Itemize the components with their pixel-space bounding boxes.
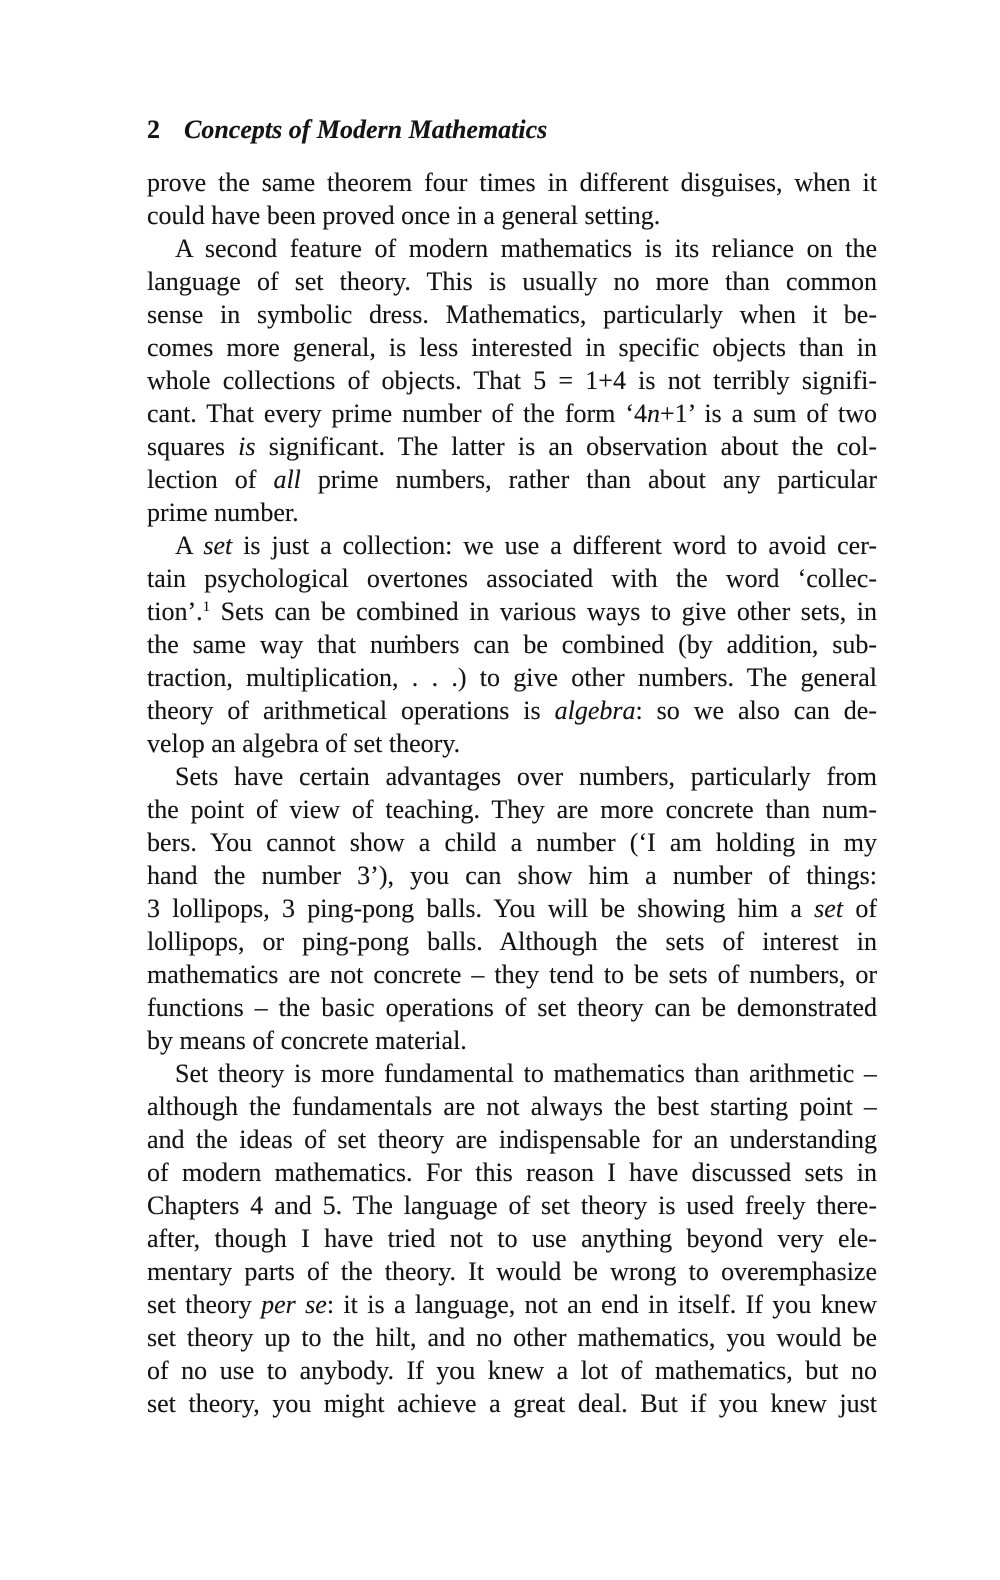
text-segment: hand the number 3’), you can show him a number of things: [147, 861, 877, 890]
page-header [147, 113, 547, 146]
text-segment: significant. The latter is an observation about the col- [255, 432, 877, 461]
text-segment: theory of arithmetical operations is [147, 696, 555, 725]
text-line [147, 496, 877, 529]
text-segment: : it is a language, not an end in itself. If you knew [326, 1290, 877, 1319]
text-line [147, 1189, 877, 1222]
text-line [147, 430, 877, 463]
text-segment: the point of view of teaching. They are more concrete than num- [147, 795, 877, 824]
text-segment: A [175, 531, 204, 560]
text-segment: comes more general, is less interested in specific objects than in [147, 333, 877, 362]
text-segment: set [203, 531, 233, 560]
text-segment: velop an algebra of set theory. [147, 729, 461, 758]
text-line [147, 760, 877, 793]
text-line [147, 892, 877, 925]
text-line [147, 628, 877, 661]
text-segment: sense in symbolic dress. Mathematics, particularly when it be- [147, 300, 877, 329]
text-line [147, 595, 877, 628]
text-segment: per se [261, 1290, 327, 1319]
text-line [147, 331, 877, 364]
text-segment: A second feature of modern mathematics is its reliance on the [175, 234, 877, 263]
text-segment: bers. You cannot show a child a number (‘I am holding in my [147, 828, 877, 857]
text-segment: of no use to anybody. If you knew a lot of mathematics, but no [147, 1356, 877, 1385]
text-line [147, 1024, 877, 1057]
text-line [147, 397, 877, 430]
text-segment: : so we also can de- [635, 696, 877, 725]
text-segment: set theory, you might achieve a great deal. But if you knew just [147, 1389, 877, 1418]
text-segment: is [238, 432, 256, 461]
text-line [147, 364, 877, 397]
body-text [147, 166, 877, 1420]
text-segment: of modern mathematics. For this reason I have discussed sets in [147, 1158, 877, 1187]
text-segment: set [814, 894, 844, 923]
text-segment: although the fundamentals are not always the best starting point – [147, 1092, 877, 1121]
text-segment: squares [147, 432, 239, 461]
text-segment: set theory up to the hilt, and no other mathematics, you would be [147, 1323, 877, 1352]
text-segment: could have been proved once in a general setting. [147, 201, 661, 230]
text-segment: after, though I have tried not to use anything beyond very ele- [147, 1224, 877, 1253]
text-line [147, 199, 877, 232]
text-segment: language of set theory. This is usually no more than common [147, 267, 877, 296]
text-segment: is just a collection: we use a different word to avoid cer- [232, 531, 877, 560]
text-segment: Set theory is more fundamental to mathematics than arithmetic – [175, 1059, 877, 1088]
text-line [147, 1057, 877, 1090]
text-line [147, 727, 877, 760]
text-line [147, 1255, 877, 1288]
text-segment: and the ideas of set theory are indispensable for an understanding [147, 1125, 877, 1154]
page-number: 2 [147, 115, 160, 144]
text-line [147, 1354, 877, 1387]
text-line [147, 661, 877, 694]
running-title: Concepts of Modern Mathematics [184, 115, 548, 144]
text-line [147, 166, 877, 199]
text-line [147, 991, 877, 1024]
text-segment: traction, multiplication, . . .) to give other numbers. The general [147, 663, 877, 692]
text-segment: all [273, 465, 301, 494]
text-line [147, 463, 877, 496]
text-segment: prove the same theorem four times in different disguises, when it [147, 168, 877, 197]
text-segment: tion’. [147, 597, 203, 626]
text-line [147, 1321, 877, 1354]
text-line [147, 232, 877, 265]
text-segment: 3 lollipops, 3 ping-pong balls. You will be showing him a [147, 894, 815, 923]
text-segment: prime numbers, rather than about any particular [300, 465, 877, 494]
text-segment: by means of concrete material. [147, 1026, 467, 1055]
text-segment: set theory [147, 1290, 262, 1319]
text-line [147, 1387, 877, 1420]
text-line [147, 1288, 877, 1321]
text-line [147, 1222, 877, 1255]
text-line [147, 1090, 877, 1123]
text-segment: mathematics are not concrete – they tend to be sets of numbers, or [147, 960, 877, 989]
text-segment: n [646, 399, 660, 428]
text-line [147, 1123, 877, 1156]
text-segment: tain psychological overtones associated with the word ‘collec- [147, 564, 877, 593]
text-segment: of [843, 894, 877, 923]
text-segment: algebra [554, 696, 636, 725]
text-line [147, 529, 877, 562]
text-segment: lollipops, or ping-pong balls. Although the sets of interest in [147, 927, 877, 956]
footnote-marker: 1 [202, 599, 211, 615]
text-segment: lection of [147, 465, 274, 494]
text-segment: prime number. [147, 498, 299, 527]
text-segment: Sets have certain advantages over numbers, particularly from [175, 762, 877, 791]
text-line [147, 265, 877, 298]
text-segment: Sets can be combined in various ways to give other sets, in [210, 597, 877, 626]
text-line [147, 694, 877, 727]
text-segment: +1’ is a sum of two [659, 399, 877, 428]
text-line [147, 562, 877, 595]
text-line [147, 826, 877, 859]
text-segment: whole collections of objects. That 5 = 1+4 is not terribly signifi- [147, 366, 877, 395]
text-segment: cant. That every prime number of the form ‘4 [147, 399, 647, 428]
text-segment: functions – the basic operations of set theory can be demonstrated [147, 993, 877, 1022]
text-segment: the same way that nuṁbers can be combined (by addition, sub- [147, 630, 877, 659]
text-line [147, 925, 877, 958]
text-line [147, 859, 877, 892]
text-segment: mentary parts of the theory. It would be wrong to overemphasize [147, 1257, 877, 1286]
text-line [147, 793, 877, 826]
text-line [147, 958, 877, 991]
text-segment: Chapters 4 and 5. The language of set theory is used freely there- [147, 1191, 877, 1220]
text-line [147, 1156, 877, 1189]
text-line [147, 298, 877, 331]
